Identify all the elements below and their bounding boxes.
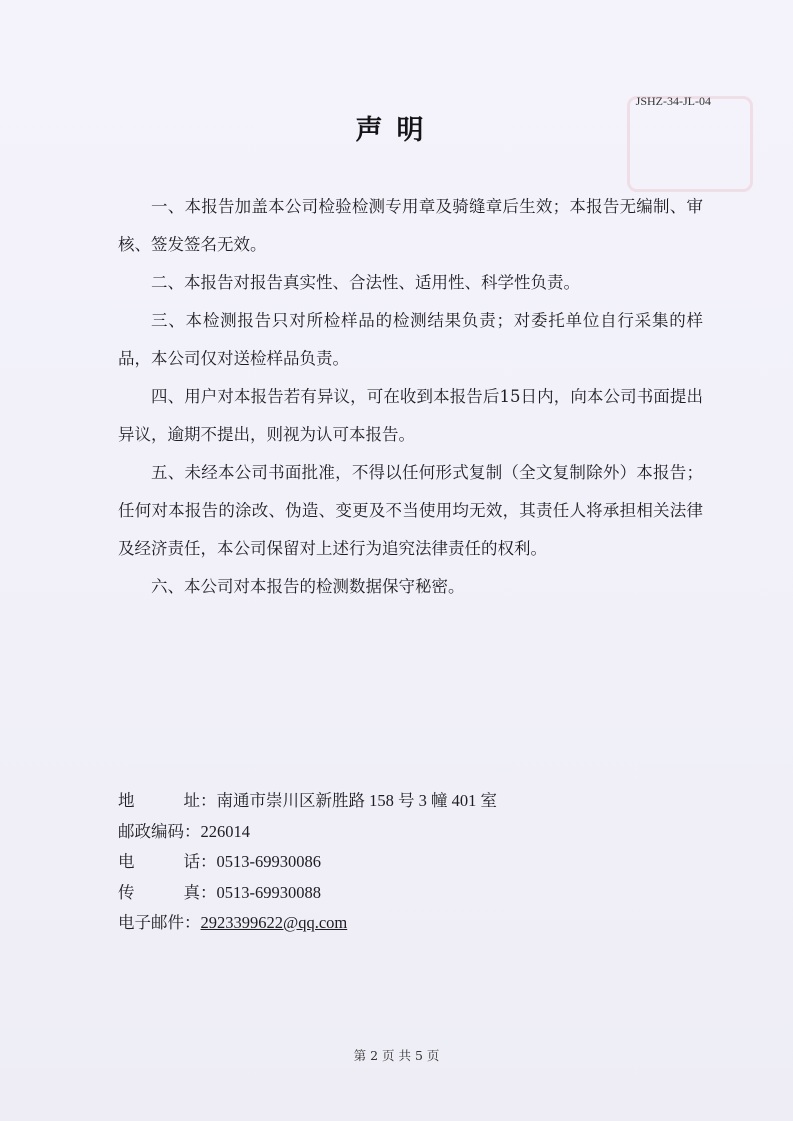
clause-6: 六、本公司对本报告的检测数据保守秘密。 bbox=[151, 577, 465, 596]
postcode-row bbox=[118, 817, 618, 848]
phone-row bbox=[118, 847, 618, 878]
page-number: 第 2 页 共 5 页 bbox=[353, 1048, 440, 1063]
fax-label-char-1: 传 bbox=[118, 882, 135, 902]
document-code: JSHZ-34-JL-04 bbox=[635, 94, 711, 108]
fax-separator: ： bbox=[200, 882, 217, 902]
email-label: 电子邮件 bbox=[118, 913, 184, 932]
phone-label-char-1: 电 bbox=[118, 852, 135, 871]
declaration-clauses bbox=[118, 188, 703, 606]
address-separator: ： bbox=[200, 791, 217, 810]
page-title: 声明 bbox=[355, 115, 438, 146]
address-label bbox=[118, 786, 200, 817]
clause-4: 四、用户对本报告若有异议，可在收到本报告后15日内，向本公司书面提出异议，逾期不提出，则视为认可本报告。 bbox=[118, 387, 703, 444]
fax-row bbox=[118, 878, 618, 909]
email-link[interactable]: 2923399622@qq.com bbox=[200, 913, 348, 932]
clause-3: 三、本检测报告只对所检样品的检测结果负责；对委托单位自行采集的样品，本公司仅对送检样品负责。 bbox=[118, 311, 703, 368]
clause-2: 二、本报告对报告真实性、合法性、适用性、科学性负责。 bbox=[151, 273, 580, 292]
fax-label-char-2: 真 bbox=[183, 882, 200, 902]
email-row bbox=[118, 908, 618, 939]
address-label-char-1: 地 bbox=[118, 791, 135, 810]
phone-value: 0513-69930086 bbox=[216, 852, 321, 871]
phone-label-char-2: 话 bbox=[183, 852, 200, 871]
address-label-char-2: 址 bbox=[183, 791, 200, 810]
address-row bbox=[118, 786, 618, 817]
email-separator: ： bbox=[184, 913, 201, 932]
contact-info bbox=[118, 786, 618, 939]
fax-label bbox=[118, 878, 200, 909]
fax-value: 0513-69930088 bbox=[216, 882, 321, 902]
postcode-value: 226014 bbox=[200, 821, 250, 841]
clause-1: 一、本报告加盖本公司检验检测专用章及骑缝章后生效；本报告无编制、审核、签发签名无效。 bbox=[118, 197, 703, 254]
phone-label bbox=[118, 847, 200, 878]
postcode-label: 邮政编码 bbox=[118, 821, 184, 841]
postcode-separator: ： bbox=[184, 821, 201, 841]
phone-separator: ： bbox=[200, 852, 217, 871]
clause-5: 五、未经本公司书面批准，不得以任何形式复制（全文复制除外）本报告；任何对本报告的涂改、伪造、变更及不当使用均无效，其责任人将承担相关法律及经济责任，本公司保留对上述行为追究法律责任的权利。 bbox=[118, 463, 703, 558]
address-value: 南通市崇川区新胜路 158 号 3 幢 401 室 bbox=[216, 791, 497, 810]
